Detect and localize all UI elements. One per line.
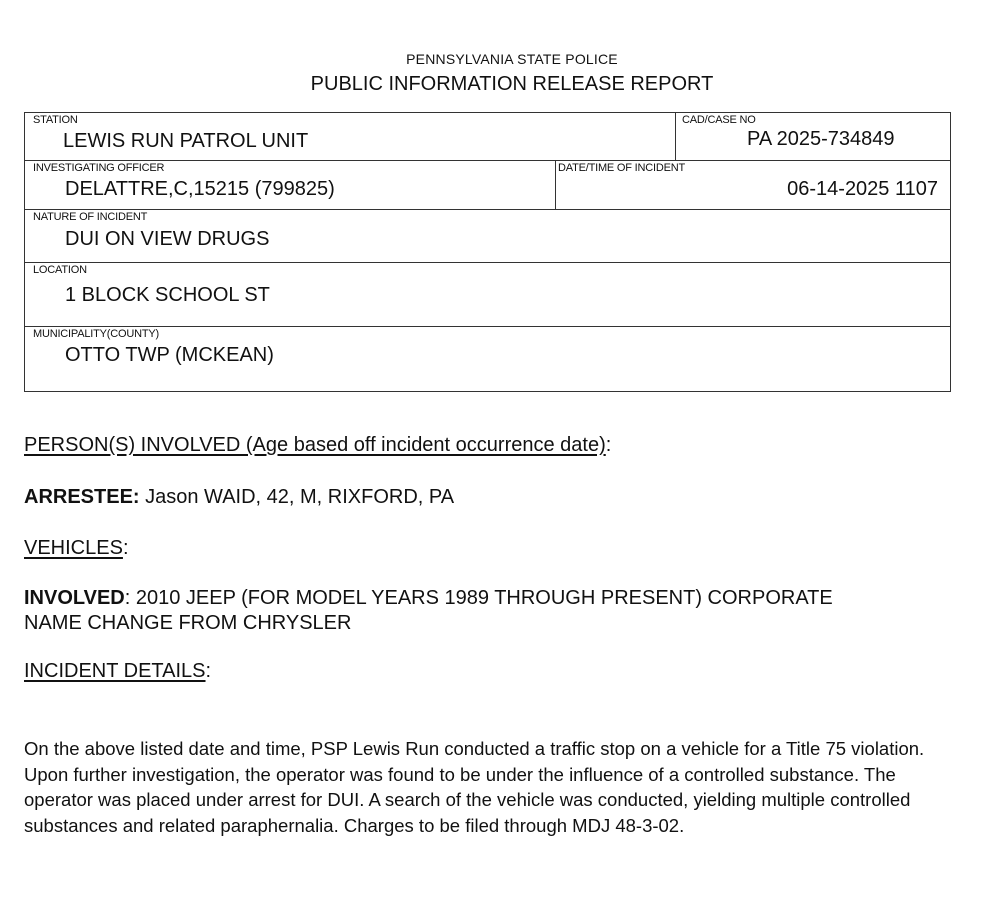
- arrestee-value: Jason WAID, 42, M, RIXFORD, PA: [139, 486, 455, 508]
- persons-heading-colon: :: [605, 434, 612, 456]
- municipality-value: OTTO TWP (MCKEAN): [65, 344, 274, 366]
- officer-value: DELATTRE,C,15215 (799825): [65, 178, 335, 200]
- nature-field: [25, 210, 952, 262]
- details-heading-colon: :: [205, 660, 212, 682]
- incident-datetime-value: 06-14-2025 1107: [787, 178, 938, 200]
- location-value: 1 BLOCK SCHOOL ST: [65, 284, 270, 306]
- persons-heading: PERSON(S) INVOLVED (Age based off incident occurrence date): [24, 434, 606, 456]
- vehicles-heading-line: [24, 537, 129, 560]
- report-form: [24, 112, 951, 392]
- case-no-field: [675, 113, 952, 161]
- officer-field: [25, 161, 555, 210]
- case-no-value: PA 2025-734849: [747, 128, 895, 150]
- arrestee-label: ARRESTEE:: [24, 486, 140, 508]
- details-heading: INCIDENT DETAILS: [24, 660, 206, 682]
- municipality-field: [25, 327, 952, 393]
- involved-vehicle-line: [24, 587, 833, 610]
- nature-label: NATURE OF INCIDENT: [33, 211, 148, 223]
- persons-heading-line: [24, 434, 611, 457]
- location-field: [25, 263, 952, 326]
- case-no-label: CAD/CASE NO: [682, 114, 756, 126]
- arrestee-line: [24, 486, 454, 509]
- involved-vehicle-line-2: NAME CHANGE FROM CHRYSLER: [24, 612, 352, 634]
- location-label: LOCATION: [33, 264, 87, 276]
- municipality-label: MUNICIPALITY(COUNTY): [33, 328, 159, 340]
- agency-name: PENNSYLVANIA STATE POLICE: [406, 51, 618, 67]
- station-value: LEWIS RUN PATROL UNIT: [63, 130, 309, 152]
- station-field: [25, 113, 675, 161]
- details-heading-line: [24, 660, 211, 683]
- vehicles-heading-colon: :: [122, 537, 129, 559]
- report-title: PUBLIC INFORMATION RELEASE REPORT: [310, 73, 714, 95]
- incident-datetime-field: [555, 161, 952, 210]
- incident-datetime-label: DATE/TIME OF INCIDENT: [558, 162, 685, 174]
- involved-value: : 2010 JEEP (FOR MODEL YEARS 1989 THROUGH PRESENT) CORPORATE: [124, 587, 833, 609]
- incident-narrative: On the above listed date and time, PSP Lewis Run conducted a traffic stop on a vehicle for a Title 75 violation. Upon further investigation, the operator was found to be under the influence of a controlled substance. The operator was placed under arrest for DUI. A search of the vehicle was conducted, yielding multiple controlled substances and related paraphernalia. Charges to be filed through MDJ 48-3-02.: [24, 738, 925, 836]
- nature-value: DUI ON VIEW DRUGS: [65, 228, 270, 250]
- vehicles-heading: VEHICLES: [24, 537, 123, 559]
- station-label: STATION: [33, 114, 78, 126]
- involved-label: INVOLVED: [24, 587, 125, 609]
- officer-label: INVESTIGATING OFFICER: [33, 162, 165, 174]
